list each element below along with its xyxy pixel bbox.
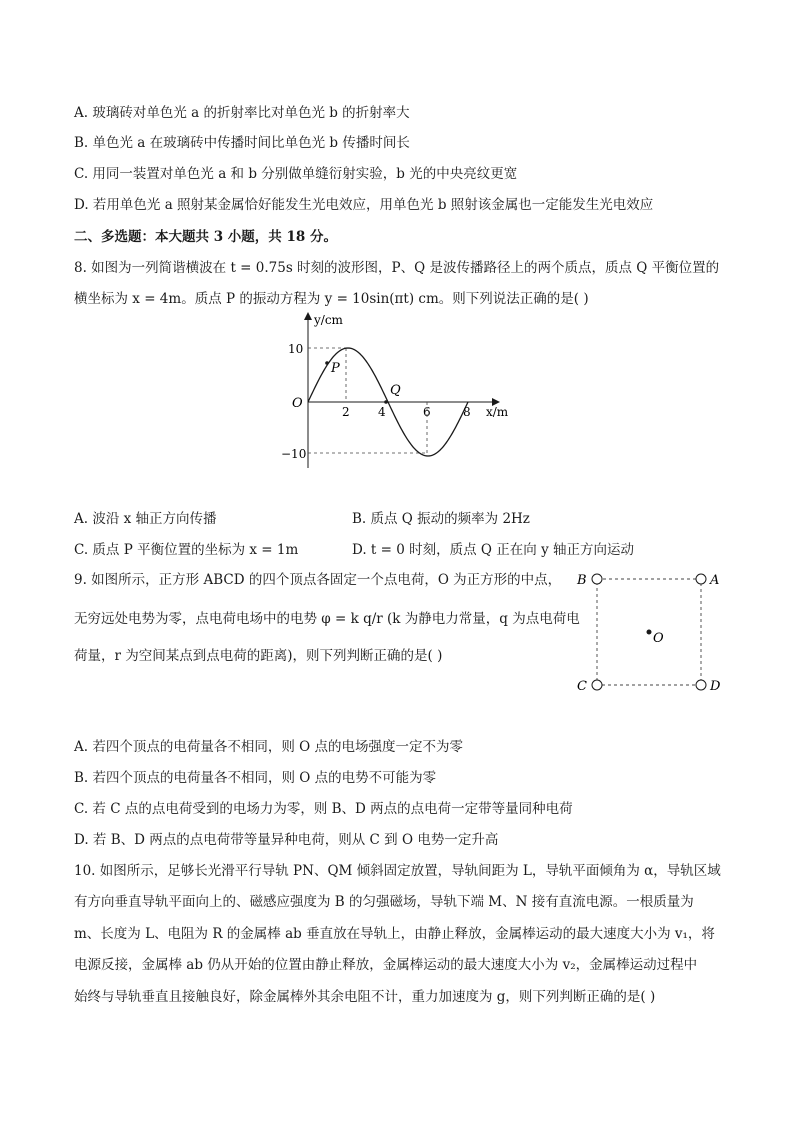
q9-option-c: C. 若 C 点的点电荷受到的电场力为零，则 B、D 两点的点电荷一定带等量同种电荷: [74, 801, 573, 817]
q7-option-c: C. 用同一装置对单色光 a 和 b 分别做单缝衍射实验，b 光的中央亮纹更宽: [74, 166, 518, 182]
origin-label: O: [292, 396, 303, 411]
q8-stem-line2: 横坐标为 x = 4m。质点 P 的振动方程为 y = 10sin(πt) cm。则下列说法正确的是( ): [74, 291, 589, 307]
q10-line5: 始终与导轨垂直且接触良好，除金属棒外其余电阻不计，重力加速度为 g，则下列判断正确的是( ): [74, 989, 656, 1005]
label-a: A: [710, 573, 720, 588]
q10-line4: 电源反接，金属棒 ab 仍从开始的位置由静止释放，金属棒运动的最大速度大小为 v₂，金属棒运动过程中: [74, 957, 698, 973]
q7-option-a: A. 玻璃砖对单色光 a 的折射率比对单色光 b 的折射率大: [74, 105, 410, 121]
point-q-label: Q: [390, 383, 401, 398]
q8-option-a: A. 波沿 x 轴正方向传播: [74, 511, 217, 527]
x-axis-label: x/m: [486, 405, 509, 419]
label-o: O: [653, 631, 664, 646]
q9-option-b: B. 若四个顶点的电荷量各不相同，则 O 点的电势不可能为零: [74, 770, 437, 786]
q10-line1: 10. 如图所示，足够长光滑平行导轨 PN、QM 倾斜固定放置，导轨间距为 L，导轨平面倾角为 α，导轨区域: [74, 863, 721, 879]
q9-square-figure: [570, 566, 730, 696]
q9-option-a: A. 若四个顶点的电荷量各不相同，则 O 点的电场强度一定不为零: [74, 739, 463, 755]
q7-option-b: B. 单色光 a 在玻璃砖中传播时间比单色光 b 传播时间长: [74, 135, 410, 151]
x-tick-8: 8: [463, 405, 471, 419]
q9-stem-line3: 荷量，r 为空间某点到点电荷的距离)，则下列判断正确的是( ): [74, 648, 443, 664]
charge-d-circle: [696, 680, 706, 690]
q8-wave-graph: [280, 310, 520, 480]
q9-stem-line1: 9. 如图所示，正方形 ABCD 的四个顶点各固定一个点电荷，O 为正方形的中点，: [74, 572, 562, 588]
q8-stem-line1: 8. 如图为一列简谐横波在 t = 0.75s 时刻的波形图，P、Q 是波传播路径上的两个质点，质点 Q 平衡位置的: [74, 260, 720, 276]
y-axis-label: y/cm: [314, 313, 343, 327]
q7-option-d: D. 若用单色光 a 照射某金属恰好能发生光电效应，用单色光 b 照射该金属也一定能发生光电效应: [74, 197, 654, 213]
point-p-label: P: [331, 361, 340, 376]
charge-b-circle: [592, 574, 602, 584]
section-heading: 二、多选题：本大题共 3 小题，共 18 分。: [74, 229, 337, 245]
point-p-dot: [325, 361, 329, 365]
q10-line2: 有方向垂直导轨平面向上的、磁感应强度为 B 的匀强磁场，导轨下端 M、N 接有直流电源。一根质量为: [74, 894, 694, 910]
x-tick-4: 4: [378, 405, 386, 419]
q8-option-d: D. t = 0 时刻，质点 Q 正在向 y 轴正方向运动: [352, 542, 634, 558]
x-tick-6: 6: [423, 405, 431, 419]
point-q-dot: [384, 400, 388, 404]
label-c: C: [577, 679, 587, 694]
charge-a-circle: [696, 574, 706, 584]
label-b: B: [577, 573, 587, 588]
charge-c-circle: [592, 680, 602, 690]
y-tick-10: 10: [288, 342, 304, 356]
q8-option-c: C. 质点 P 平衡位置的坐标为 x = 1m: [74, 542, 299, 558]
q10-line3: m、长度为 L、电阻为 R 的金属棒 ab 垂直放在导轨上，由静止释放，金属棒运动的最大速度大小为 v₁，将: [74, 926, 715, 942]
q8-option-b: B. 质点 Q 振动的频率为 2Hz: [352, 511, 530, 527]
y-tick-neg10: −10: [281, 447, 307, 461]
q9-option-d: D. 若 B、D 两点的点电荷带等量异种电荷，则从 C 到 O 电势一定升高: [74, 832, 499, 848]
x-tick-2: 2: [342, 405, 350, 419]
q9-stem-line2: 无穷远处电势为零，点电荷电场中的电势 φ = k q/r (k 为静电力常量，q 为点电荷电: [74, 611, 580, 627]
center-o-dot: [647, 630, 652, 635]
label-d: D: [710, 679, 721, 694]
